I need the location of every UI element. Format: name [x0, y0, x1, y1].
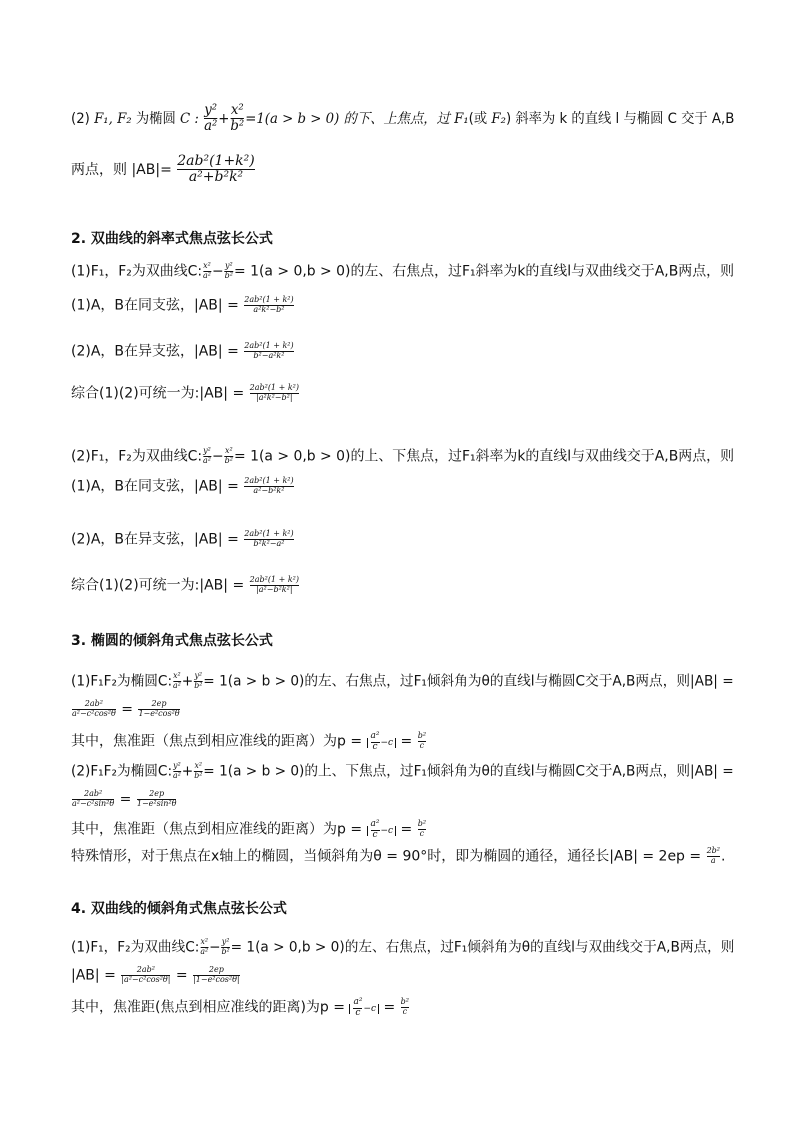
text: 为椭圆 [131, 110, 181, 127]
x-fraction: $\frac{\text{x²}}{\text{b²}}$ [230, 102, 245, 135]
ellipse-focal-param-1: 其中，焦准距（焦点到相应准线的距离）为p = $\frac{\text{a²}}{c}$ −c = $\frac{\text{b²}}{c}$ [71, 731, 427, 753]
hyperbola-v-unified: 综合(1)(2)可统一为:|AB| = $\frac{\text{2ab²(1 + k²)}}{\text{|a²−b²k²|}}$ [71, 575, 299, 594]
item-label: (2) [71, 110, 95, 127]
section-heading-4: 4. 双曲线的倾斜角式焦点弦长公式 [71, 901, 287, 917]
section-heading-2: 2. 双曲线的斜率式焦点弦长公式 [71, 231, 273, 247]
chord-formula: $\frac{\text{2ab²(1+k²)}}{\text{a²+b²k²}}$ [177, 153, 255, 186]
ellipse-focal-param-2: 其中，焦准距（焦点到相应准线的距离）为p = $\frac{\text{a²}}{c}$ −c = $\frac{\text{b²}}{c}$ [71, 819, 427, 841]
hyperbola-angle-intro: (1)F₁，F₂为双曲线C: $\frac{\text{x²}}{\text{a²}}$ − $\frac{\text{y²}}{\text{b²}}$ = 1(a > 0,b > 0)的左、右焦点，过F₁倾斜角为θ的直线l与双曲线交于A,B两点，则 [71, 937, 735, 956]
hyperbola-h-unified: 综合(1)(2)可统一为:|AB| = $\frac{\text{2ab²(1 + k²)}}{\text{|a²k²−b²|}}$ [71, 383, 299, 402]
hyperbola-vertical-intro: (2)F₁，F₂为双曲线C: $\frac{\text{y²}}{\text{a²}}$ − $\frac{\text{x²}}{\text{b²}}$ = 1(a > 0,b > 0)的上、下焦点，过F₁斜率为k的直线l与双曲线交于A,B两点，则 [71, 446, 735, 465]
hyperbola-horizontal-intro: (1)F₁，F₂为双曲线C: $\frac{\text{x²}}{\text{a²}}$ − $\frac{\text{y²}}{\text{b²}}$ = 1(a > 0,b > 0)的左、右焦点，过F₁斜率为k的直线l与双曲线交于A,B两点，则 [71, 261, 735, 280]
ellipse-angle-vertical-intro: (2)F₁F₂为椭圆C: $\frac{\text{y²}}{\text{a²}}$ + $\frac{\text{x²}}{\text{b²}}$ = 1(a > b > 0)的上、下焦点，过F₁倾斜角为θ的直线l与椭圆C交于A,B两点，则|AB| = [71, 761, 734, 780]
ellipse-angle-horizontal-intro: (1)F₁F₂为椭圆C: $\frac{\text{x²}}{\text{a²}}$ + $\frac{\text{y²}}{\text{b²}}$ = 1(a > b > 0)的左、右焦点，过F₁倾斜角为θ的直线l与椭圆C交于A,B两点，则|AB| = [71, 671, 734, 690]
hyperbola-v-diff-branch: (2)A，B在异支弦，|AB| = $\frac{\text{2ab²(1 + k²)}}{\text{b²k²−a²}}$ [71, 529, 294, 548]
ellipse-vertical-slope-result: 两点，则 |AB|= $\frac{\text{2ab²(1+k²)}}{\text{a²+b²k²}}$ [71, 153, 255, 186]
hyperbola-angle-formula: |AB| = $\frac{\text{2ab²}}{\text{|a²−c²cos²θ|}}$ = $\frac{2ep}{\text{|1−e²cos²θ|}}$ [71, 965, 240, 984]
curve-symbol: C : [180, 110, 204, 127]
ellipse-angle-vertical-formula: $\frac{\text{2ab²}}{\text{a²−c²sin²θ}}$ = $\frac{2ep}{\text{1−e²sin²θ}}$ [72, 789, 177, 808]
y-fraction: $\frac{\text{y²}}{\text{a²}}$ [204, 102, 218, 135]
hyperbola-focal-param: 其中，焦准距(焦点到相应准线的距离)为p = $\frac{\text{a²}}{c}$ −c = $\frac{\text{b²}}{c}$ [71, 997, 409, 1019]
hyperbola-h-diff-branch: (2)A，B在异支弦，|AB| = $\frac{\text{2ab²(1 + k²)}}{\text{b²−a²k²}}$ [71, 341, 294, 360]
foci-symbol: F₁, F₂ [94, 110, 132, 127]
hyperbola-h-same-branch: (1)A，B在同支弦，|AB| = $\frac{\text{2ab²(1 + k²)}}{\text{a²k²−b²}}$ [71, 295, 294, 314]
ellipse-vertical-slope-line: (2) F₁, F₂ 为椭圆 C : $\frac{\text{y²}}{\text{a²}}$ + $\frac{\text{x²}}{\text{b²}}$ =1(a > b > 0) 的下、上焦点，过 F₁(或 F₂) 斜率为 k 的直线 l 与椭圆 C 交于 A,B [71, 102, 735, 135]
condition-text: =1(a > b > 0) 的下、上焦点，过 [245, 110, 455, 127]
hyperbola-v-same-branch: (1)A，B在同支弦，|AB| = $\frac{\text{2ab²(1 + k²)}}{\text{a²−b²k²}}$ [71, 476, 294, 495]
ellipse-angle-horizontal-formula: $\frac{\text{2ab²}}{\text{a²−c²cos²θ}}$ = $\frac{2ep}{\text{1−e²cos²θ}}$ [72, 699, 180, 718]
section-heading-3: 3. 椭圆的倾斜角式焦点弦长公式 [71, 633, 273, 649]
ellipse-special-case: 特殊情形，对于焦点在x轴上的椭圆，当倾斜角为θ = 90°时，即为椭圆的通径，通径长|AB| = 2ep = $\frac{\text{2b²}}{a}$ . [71, 846, 726, 865]
